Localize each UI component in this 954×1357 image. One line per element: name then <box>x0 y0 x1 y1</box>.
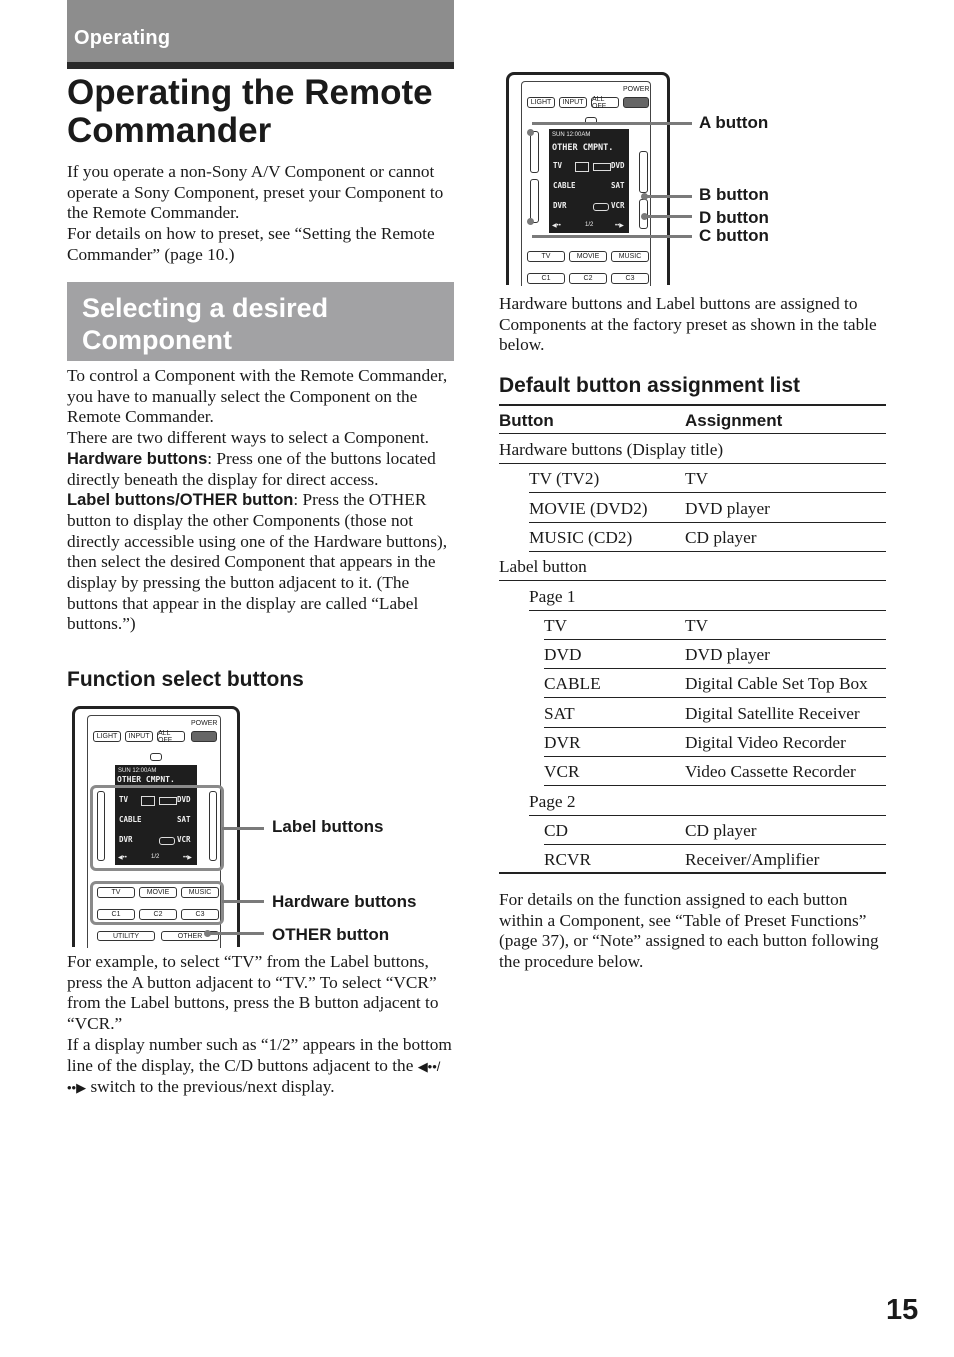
cell-button: Page 1 <box>529 586 576 606</box>
screen-label-sat: SAT <box>177 815 191 824</box>
cell-button: SAT <box>544 703 575 723</box>
prev-arrow-icon-right: ◀•• <box>552 223 561 229</box>
input-button-right[interactable]: INPUT <box>559 97 587 108</box>
example-text <box>67 952 455 1099</box>
cell-assignment: CD player <box>685 527 757 547</box>
all-off-button[interactable]: ALL OFF <box>157 731 185 742</box>
table-row <box>499 552 886 581</box>
label-buttons-leader <box>222 827 264 830</box>
cell-button: CD <box>544 820 569 840</box>
a-button[interactable] <box>97 791 105 861</box>
table-row <box>529 523 886 552</box>
light-button-right[interactable]: LIGHT <box>527 97 555 108</box>
remote-illustration-right <box>506 72 670 285</box>
selecting-paragraph-2: There are two different ways to select a Component. <box>67 428 429 448</box>
screen-label-dvr-right: DVR <box>553 201 567 210</box>
c3-button-right[interactable]: C3 <box>611 273 649 284</box>
other-button-leader <box>210 932 264 935</box>
label-buttons-term: Label buttons/OTHER button <box>67 491 294 510</box>
prev-next-arrow-icon: ◀••/••▶ <box>67 1058 441 1096</box>
cell-assignment: Digital Cable Set Top Box <box>685 674 868 694</box>
c2-button[interactable]: C2 <box>139 909 177 920</box>
example-paragraph-1: For example, to select “TV” from the Label buttons, press the A button adjacent to “TV.” To select “VCR” from the Label buttons, press the B button adjacent to “VCR.” <box>67 952 439 1034</box>
display-screen-right <box>549 129 629 233</box>
page-number: 15 <box>886 1294 919 1326</box>
c2-button-right[interactable]: C2 <box>569 273 607 284</box>
cell-assignment: Digital Satellite Receiver <box>685 703 860 723</box>
screen-label-vcr: VCR <box>177 835 191 844</box>
function-select-heading: Function select buttons <box>67 668 304 691</box>
cell-button: DVR <box>544 733 581 752</box>
screen-label-dvd: DVD <box>177 795 191 804</box>
b-button[interactable] <box>209 791 217 861</box>
header-button: Button <box>499 411 554 430</box>
table-row <box>499 845 886 874</box>
movie-hardware-button-right[interactable]: MOVIE <box>569 251 607 262</box>
power-button[interactable] <box>191 731 217 742</box>
label-buttons-callout: Label buttons <box>272 817 384 836</box>
movie-hardware-button[interactable]: MOVIE <box>139 887 177 898</box>
d-button-leader <box>646 215 692 218</box>
screen-label-cable: CABLE <box>119 815 142 824</box>
cell-button: VCR <box>544 762 580 782</box>
intro-paragraph-1: If you operate a non-Sony A/V Component or cannot operate a Sony Component, preset your Component to the Remote Commander. <box>67 162 444 223</box>
c1-button-right[interactable]: C1 <box>527 273 565 284</box>
intro-paragraph-2: For details on how to preset, see “Setting the Remote Commander” (page 10.) <box>67 224 435 264</box>
tv-hardware-button[interactable]: TV <box>97 887 135 898</box>
table-row <box>544 611 886 640</box>
hardware-buttons-paragraph <box>67 449 455 490</box>
page-indicator-right: 1/2 <box>585 222 594 228</box>
right-intro-text: Hardware buttons and Label buttons are assigned to Components at the factory preset as shown in the table below. <box>499 294 877 355</box>
selecting-paragraph-1: To control a Component with the Remote Commander, you have to manually select the Component on the Remote Commander. <box>67 366 448 427</box>
example-paragraph-2-main: If a display number such as “1/2” appears in the bottom line of the display, the C/D buttons adjacent <box>67 1034 452 1075</box>
music-hardware-button-right[interactable]: MUSIC <box>611 251 649 262</box>
screen-label-sat-right: SAT <box>611 181 625 190</box>
table-row <box>544 669 886 698</box>
label-buttons-paragraph <box>67 490 455 635</box>
table-row <box>499 435 886 464</box>
screen-label-tv-right: TV <box>553 161 563 170</box>
screen-title-right: OTHER CMPNT. <box>552 143 614 153</box>
cell-assignment: TV <box>685 469 709 489</box>
table-row <box>544 699 886 728</box>
input-button[interactable]: INPUT <box>125 731 153 742</box>
header-assignment: Assignment <box>685 411 783 430</box>
b-button-callout: B button <box>699 185 769 204</box>
power-label: POWER <box>191 720 218 727</box>
next-arrow-icon-right: ••▶ <box>615 223 624 229</box>
hardware-buttons-term: Hardware buttons <box>67 449 208 468</box>
example-last-post: switch to the previous/next display. <box>90 1077 335 1097</box>
page-title: Operating the Remote Commander <box>67 73 433 150</box>
sensor-icon <box>150 753 162 761</box>
remote-illustration-left <box>72 706 240 947</box>
clock-text-right: SUN 12:00AM <box>552 132 591 138</box>
c-button-leader <box>532 235 692 238</box>
next-arrow-icon: ••▶ <box>183 855 192 861</box>
table-title: Default button assignment list <box>499 374 801 397</box>
table-row <box>529 494 886 523</box>
label-buttons-highlight <box>90 785 224 871</box>
other-button[interactable]: OTHER <box>161 931 219 941</box>
cell-button: MUSIC (CD2) <box>529 527 633 547</box>
example-last-pre: to the <box>374 1055 414 1075</box>
c3-button[interactable]: C3 <box>181 909 219 920</box>
cell-assignment: TV <box>685 615 709 635</box>
a-button-leader <box>532 122 692 125</box>
tv-icon-right <box>575 162 589 172</box>
b-button-right[interactable] <box>639 151 648 193</box>
table-row <box>529 464 886 493</box>
cell-button: Label button <box>499 557 587 577</box>
section-label: Operating <box>74 27 171 49</box>
c-button-callout: C button <box>699 226 769 245</box>
table-row <box>529 582 886 611</box>
cell-button: TV (TV2) <box>529 469 600 489</box>
table-header <box>499 404 886 434</box>
cell-assignment: CD player <box>685 820 757 840</box>
cell-assignment: Digital Video Recorder <box>685 733 846 752</box>
cell-button: MOVIE (DVD2) <box>529 498 648 518</box>
label-buttons-desc: : Press the OTHER button to display the other Components (those not directly accessible using one of the Hardware buttons), then select the desired Component that appears in the display by pressing the button adjacent to it. (The buttons that appear in the display are called “Label buttons.”) <box>67 490 448 634</box>
cell-button: TV <box>544 615 568 635</box>
table-row <box>529 787 886 816</box>
b-button-leader <box>646 195 692 198</box>
table-row <box>544 757 886 786</box>
tv-hardware-button-right[interactable]: TV <box>527 251 565 262</box>
all-off-button-right[interactable]: ALL OFF <box>591 97 619 108</box>
d-button-callout: D button <box>699 208 769 227</box>
section-band-rule <box>67 62 454 69</box>
hardware-buttons-leader <box>222 900 264 903</box>
hardware-buttons-desc: : Press one of the buttons located directly beneath the display for direct access. <box>67 448 436 489</box>
utility-button[interactable]: UTILITY <box>97 931 155 941</box>
c-button-right[interactable] <box>530 179 539 223</box>
table-row <box>544 640 886 669</box>
screen-label-dvr: DVR <box>119 835 133 844</box>
cell-assignment: DVD player <box>685 645 770 665</box>
cell-button: RCVR <box>544 850 592 870</box>
a-button-right[interactable] <box>530 131 539 173</box>
power-button-right[interactable] <box>623 97 649 108</box>
footer-text: For details on the function assigned to each button within a Component, see “Table of Preset Functions” (page 37), or “Note” assigned to each button following the procedure below. <box>499 890 879 972</box>
screen-label-cable-right: CABLE <box>553 181 576 190</box>
cell-button: CABLE <box>544 674 601 694</box>
disc-player-icon-right <box>593 163 611 171</box>
hardware-buttons-callout: Hardware buttons <box>272 892 417 911</box>
intro-text <box>67 162 447 266</box>
a-button-dot <box>527 129 534 136</box>
table-row <box>544 816 886 845</box>
a-button-callout: A button <box>699 113 769 132</box>
example-paragraph-2 <box>67 1035 455 1099</box>
cell-assignment: Video Cassette Recorder <box>685 762 856 782</box>
screen-label-tv: TV <box>119 795 129 804</box>
light-button[interactable]: LIGHT <box>93 731 121 742</box>
c1-button[interactable]: C1 <box>97 909 135 920</box>
cassette-icon-right <box>593 203 609 211</box>
c-button-dot <box>527 218 534 225</box>
subsection-title: Selecting a desired Component <box>82 293 329 355</box>
screen-label-vcr-right: VCR <box>611 201 625 210</box>
table-row <box>544 728 886 757</box>
screen-title-left: OTHER CMPNT. <box>117 775 175 784</box>
other-button-callout: OTHER button <box>272 925 390 944</box>
cell-assignment: DVD player <box>685 498 770 518</box>
selecting-text <box>67 366 455 635</box>
music-hardware-button[interactable]: MUSIC <box>181 887 219 898</box>
cell-button: DVD <box>544 645 582 665</box>
page-indicator: 1/2 <box>151 854 160 860</box>
cell-button: Page 2 <box>529 791 576 811</box>
prev-arrow-icon: ◀•• <box>118 855 127 861</box>
cell-button: Hardware buttons (Display title) <box>499 440 724 459</box>
screen-label-dvd-right: DVD <box>611 161 625 170</box>
cell-assignment: Receiver/Amplifier <box>685 850 820 870</box>
power-label-right: POWER <box>623 86 650 93</box>
clock-text: SUN 12:00AM <box>118 768 157 774</box>
